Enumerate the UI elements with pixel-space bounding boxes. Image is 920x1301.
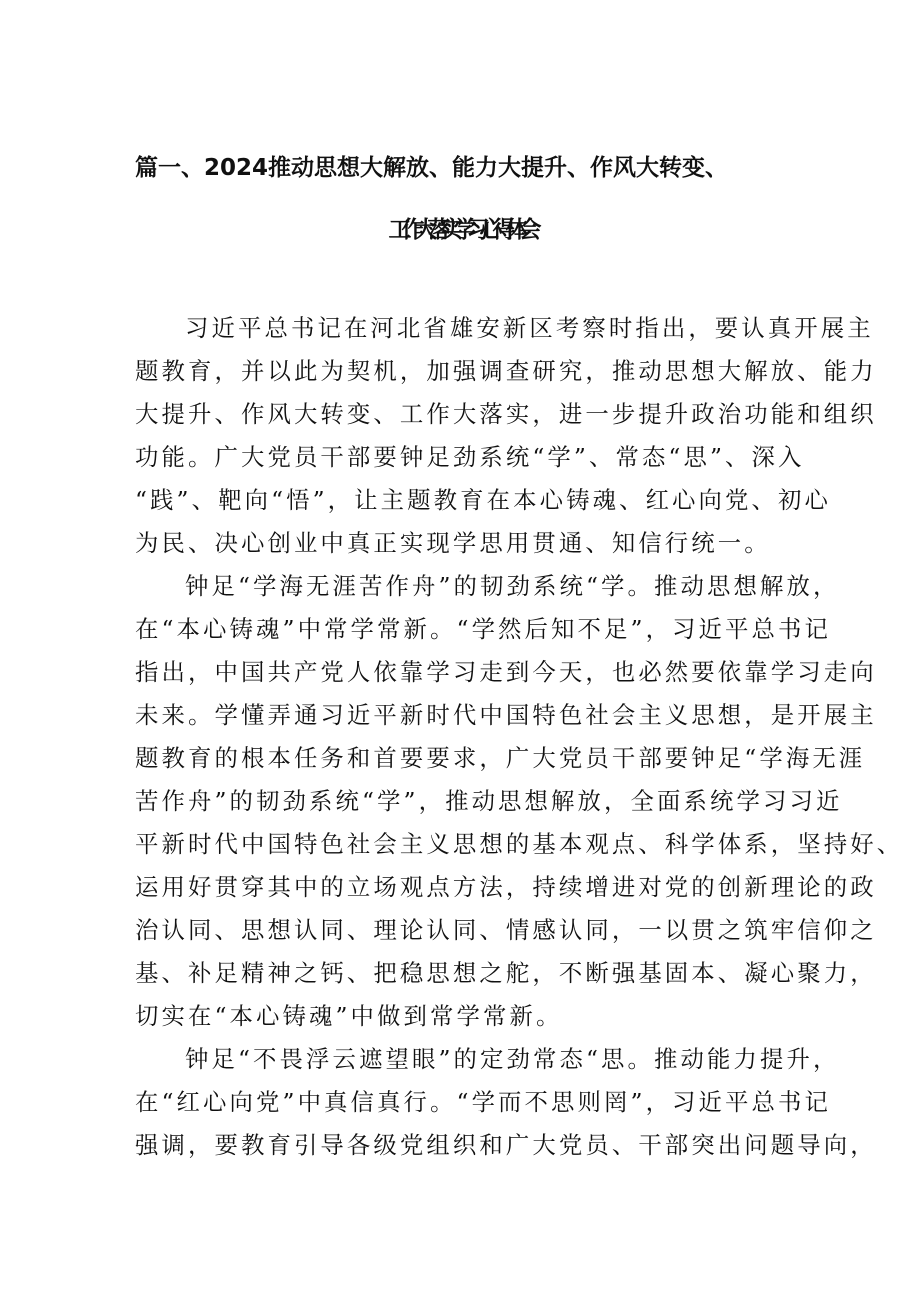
body-line: 治认同、思想认同、理论认同、情感认同，一以贯之筑牢信仰之 (135, 916, 877, 944)
body-line: 平新时代中国特色社会主义思想的基本观点、科学体系，坚持好、 (135, 830, 904, 858)
body-line: 题教育，并以此为契机，加强调查研究，推动思想大解放、能力 (135, 357, 877, 385)
document-title-line-1: 篇一、2024推动思想大解放、能力大提升、作风大转变、 (135, 155, 729, 181)
body-line: 功能。广大党员干部要钟足劲系统“学”、常态“思”、深入 (135, 443, 805, 471)
document-title-line-2: 工作大落实学习心得体会 (388, 217, 532, 243)
body-line: 指出，中国共产党人依靠学习走到今天，也必然要依靠学习走向 (135, 658, 877, 686)
body-line: 在“红心向党”中真信真行。“学而不思则罔”，习近平总书记 (135, 1088, 832, 1116)
body-line: 强调，要教育引导各级党组织和广大党员、干部突出问题导向， (135, 1131, 877, 1159)
body-line: 题教育的根本任务和首要要求，广大党员干部要钟足“学海无涯 (135, 744, 866, 772)
body-line: 苦作舟”的韧劲系统“学”，推动思想解放，全面系统学习习近 (135, 787, 843, 815)
body-line: 大提升、作风大转变、工作大落实，进一步提升政治功能和组织 (135, 400, 877, 428)
body-line: 未来。学懂弄通习近平新时代中国特色社会主义思想，是开展主 (135, 701, 877, 729)
body-line: “践”、靶向“悟”，让主题教育在本心铸魂、红心向党、初心 (135, 486, 832, 514)
body-line: 为民、决心创业中真正实现学思用贯通、知信行统一。 (135, 529, 771, 557)
body-line: 运用好贯穿其中的立场观点方法，持续增进对党的创新理论的政 (135, 873, 877, 901)
body-line: 钟足“学海无涯苦作舟”的韧劲系统“学。推动思想解放， (185, 572, 840, 600)
body-line: 切实在“本心铸魂”中做到常学常新。 (135, 1002, 563, 1030)
body-line: 习近平总书记在河北省雄安新区考察时指出，要认真开展主 (185, 314, 874, 342)
body-line: 钟足“不畏浮云遮望眼”的定劲常态“思。推动能力提升， (185, 1045, 840, 1073)
body-line: 在“本心铸魂”中常学常新。“学然后知不足”，习近平总书记 (135, 615, 832, 643)
body-line: 基、补足精神之钙、把稳思想之舵，不断强基固本、凝心聚力， (135, 959, 877, 987)
